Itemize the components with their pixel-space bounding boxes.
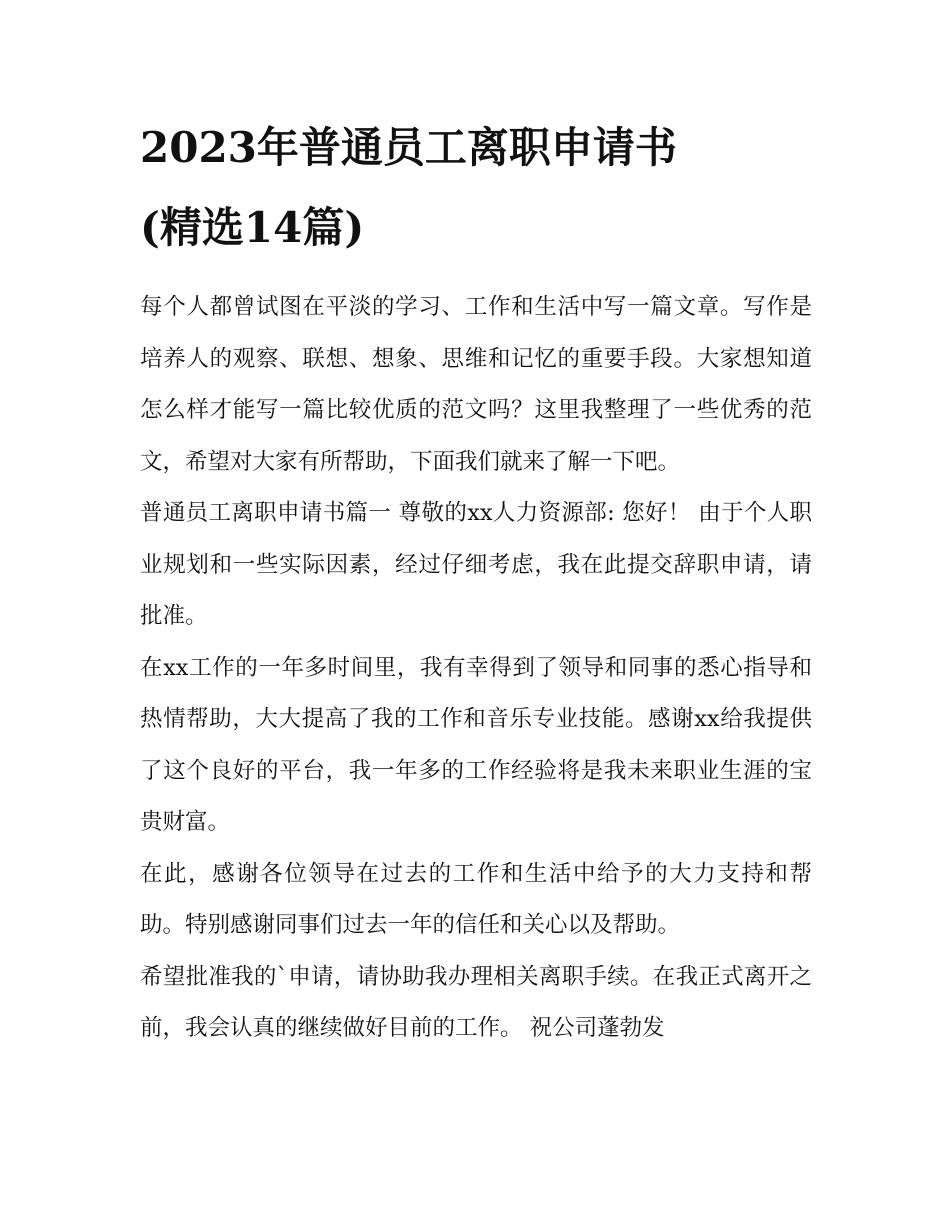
- title-line-2: (精选14篇): [140, 203, 365, 252]
- title-line-1: 2023年普通员工离职申请书: [140, 123, 677, 172]
- paragraph-gratitude: 在xx工作的一年多时间里，我有幸得到了领导和同事的悉心指导和热情帮助，大大提高了我的工作和音乐专业技能。感谢xx给我提供了这个良好的平台，我一年多的工作经验将是我未来职业生涯的宝贵财富。: [140, 654, 812, 835]
- paragraph-salutation: 普通员工离职申请书篇一 尊敬的xx人力资源部: 您好！ 由于个人职业规划和一些实际因素，经过仔细考虑，我在此提交辞职申请，请批准。: [140, 500, 812, 629]
- document-page: [140, 108, 812, 1055]
- paragraph-request: 希望批准我的`申请，请协助我办理相关离职手续。在我正式离开之前，我会认真的继续做好目前的工作。 祝公司蓬勃发: [140, 963, 812, 1041]
- document-title: [140, 108, 812, 268]
- paragraph-thanks: 在此，感谢各位领导在过去的工作和生活中给予的大力支持和帮助。特别感谢同事们过去一年的信任和关心以及帮助。: [140, 860, 812, 938]
- paragraph-intro: 每个人都曾试图在平淡的学习、工作和生活中写一篇文章。写作是培养人的观察、联想、想象、思维和记忆的重要手段。大家想知道怎么样才能写一篇比较优质的范文吗？这里我整理了一些优秀的范文，希望对大家有所帮助，下面我们就来了解一下吧。: [140, 294, 812, 475]
